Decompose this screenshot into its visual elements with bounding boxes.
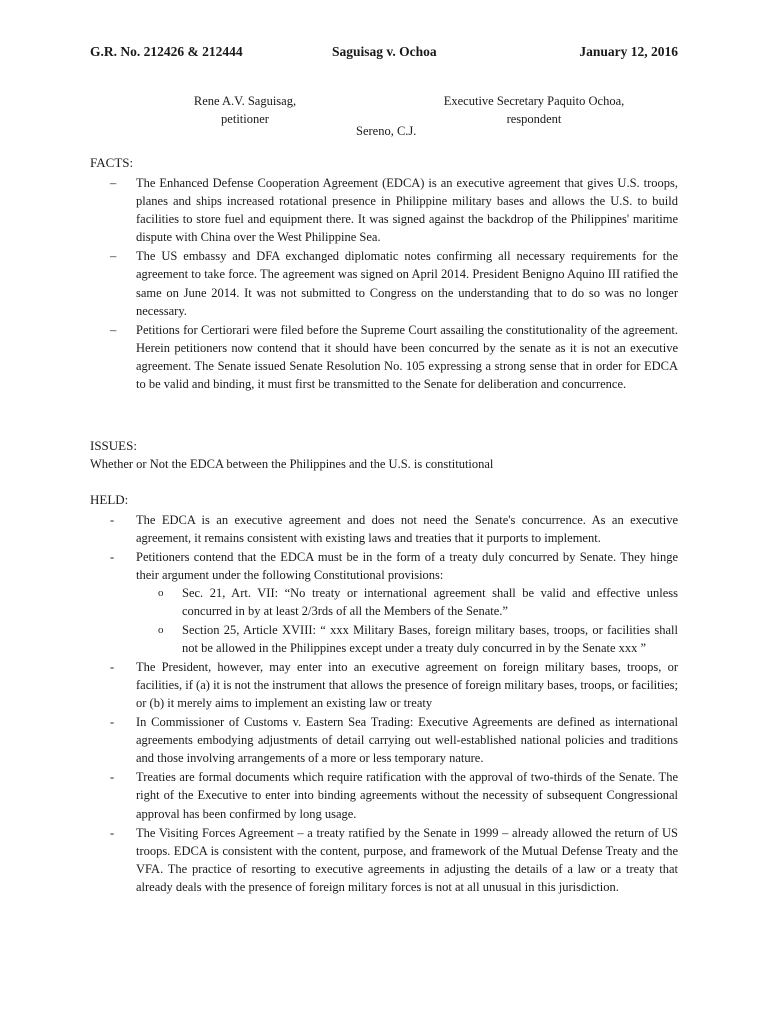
held-item-5: Treaties are formal documents which require ratification with the approval of two-thirds of the Senate. The right of the Executive to enter into binding agreements without the necessity of subsequent Congressional approval has been confirmed by long usage. — [136, 770, 678, 821]
list-item — [90, 511, 678, 547]
provisions-sublist — [136, 584, 678, 656]
bullet-dash: - — [110, 513, 115, 527]
petitioner-name: Rene A.V. Saguisag, — [193, 94, 297, 108]
held-heading: HELD: — [90, 492, 129, 507]
held-item-3: The President, however, may enter into an executive agreement on foreign military bases, troops, or facilities, if (a) it is not the instrument that allows the presence of foreign military bases, troops, or facilities; or (b) it merely aims to implement an existing law or treaty — [136, 659, 678, 710]
provision-2: Section 25, Article XVIII: “ xxx Military Bases, foreign military bases, troops, or facilities shall not be allowed in the Philippines except under a treaty duly concurred in by the Senate xxx ” — [182, 622, 678, 655]
held-item-6: The Visiting Forces Agreement – a treaty ratified by the Senate in 1999 – already allowed the return of US troops. EDCA is consistent with the content, purpose, and framework of the Mutual Defense Treaty and the VFA. The practice of resorting to executive agreements in adjusting the details of a law or a treaty that already deals with the presence of foreign military forces is not at all unusual in this jurisdiction. — [136, 825, 678, 894]
facts-heading: FACTS: — [90, 155, 134, 170]
sublist-item — [136, 621, 678, 657]
issue-statement: Whether or Not the EDCA between the Philippines and the U.S. is constitutional — [90, 457, 494, 471]
respondent-name: Executive Secretary Paquito Ochoa, — [443, 94, 625, 108]
bullet-circle: o — [158, 623, 164, 636]
bullet-dash: – — [110, 249, 117, 264]
bullet-dash: – — [110, 176, 117, 190]
held-item-1: The EDCA is an executive agreement and does not need the Senate's concurrence. As an executive agreement, it remains consistent with existing laws and treaties that it purports to implement. — [136, 513, 678, 546]
ponente: Sereno, C.J. — [356, 124, 417, 138]
case-title: Saguisag v. Ochoa — [332, 44, 437, 59]
facts-list — [90, 174, 678, 394]
respondent-role: respondent — [506, 112, 562, 126]
bullet-dash: - — [110, 659, 115, 674]
sublist-item — [136, 584, 678, 620]
held-item-4: In Commissioner of Customs v. Eastern Sea Trading: Executive Agreements are defined as international agreements embodying adjustments of detail carrying out well-established national policies and traditions and those involving arrangements of a more or less temporary nature. — [136, 715, 678, 766]
list-item — [90, 658, 678, 712]
petitioner-role: petitioner — [221, 112, 269, 126]
list-item — [90, 174, 678, 246]
bullet-dash: - — [110, 825, 115, 840]
facts-item-3: Petitions for Certiorari were filed before the Supreme Court assailing the constitutionality of the agreement. Herein petitioners now contend that it should have been concurred by the senate as it is not an executive agreement. The Senate issued Senate Resolution No. 105 expressing a strong sense that in order for EDCA to be valid and binding, it must first be transmitted to the Senate for deliberation and concurrence. — [136, 322, 678, 392]
list-item — [90, 247, 678, 319]
case-number: G.R. No. 212426 & 212444 — [90, 44, 243, 59]
petitioner-block — [170, 92, 320, 128]
facts-item-2: The US embassy and DFA exchanged diplomatic notes confirming all necessary requirements for the agreement to take force. The agreement was signed on April 2014. President Benigno Aquino III ratified the same on June 2014. It was not submitted to Congress on the understanding that to do so was no longer necessary. — [136, 249, 678, 318]
list-item — [90, 321, 678, 393]
bullet-dash: - — [110, 715, 115, 730]
decision-date: January 12, 2016 — [579, 44, 678, 59]
provision-1: Sec. 21, Art. VII: “No treaty or international agreement shall be valid and effective unless concurred in by at least 2/3rds of all the Members of the Senate.” — [182, 586, 678, 619]
bullet-circle: o — [158, 587, 164, 600]
facts-item-1: The Enhanced Defense Cooperation Agreement (EDCA) is an executive agreement that gives U.S. troops, planes and ships increased rotational presence in Philippine military bases and allows the U.S. to build facilities to store fuel and equipment there. It was signed against the backdrop of the Philippines' maritime dispute with China over the West Philippine Sea. — [136, 176, 678, 245]
list-item — [90, 713, 678, 767]
held-item-2: Petitioners contend that the EDCA must be in the form of a treaty duly concurred by Senate. They hinge their argument under the following Constitutional provisions: — [136, 550, 678, 583]
bullet-dash: - — [110, 550, 115, 565]
issues-heading: ISSUES: — [90, 438, 137, 453]
list-item — [90, 548, 678, 657]
respondent-block — [420, 92, 648, 128]
bullet-dash: - — [110, 770, 115, 785]
list-item — [90, 768, 678, 822]
bullet-dash: – — [110, 322, 117, 337]
list-item — [90, 824, 678, 896]
held-list — [90, 511, 678, 897]
